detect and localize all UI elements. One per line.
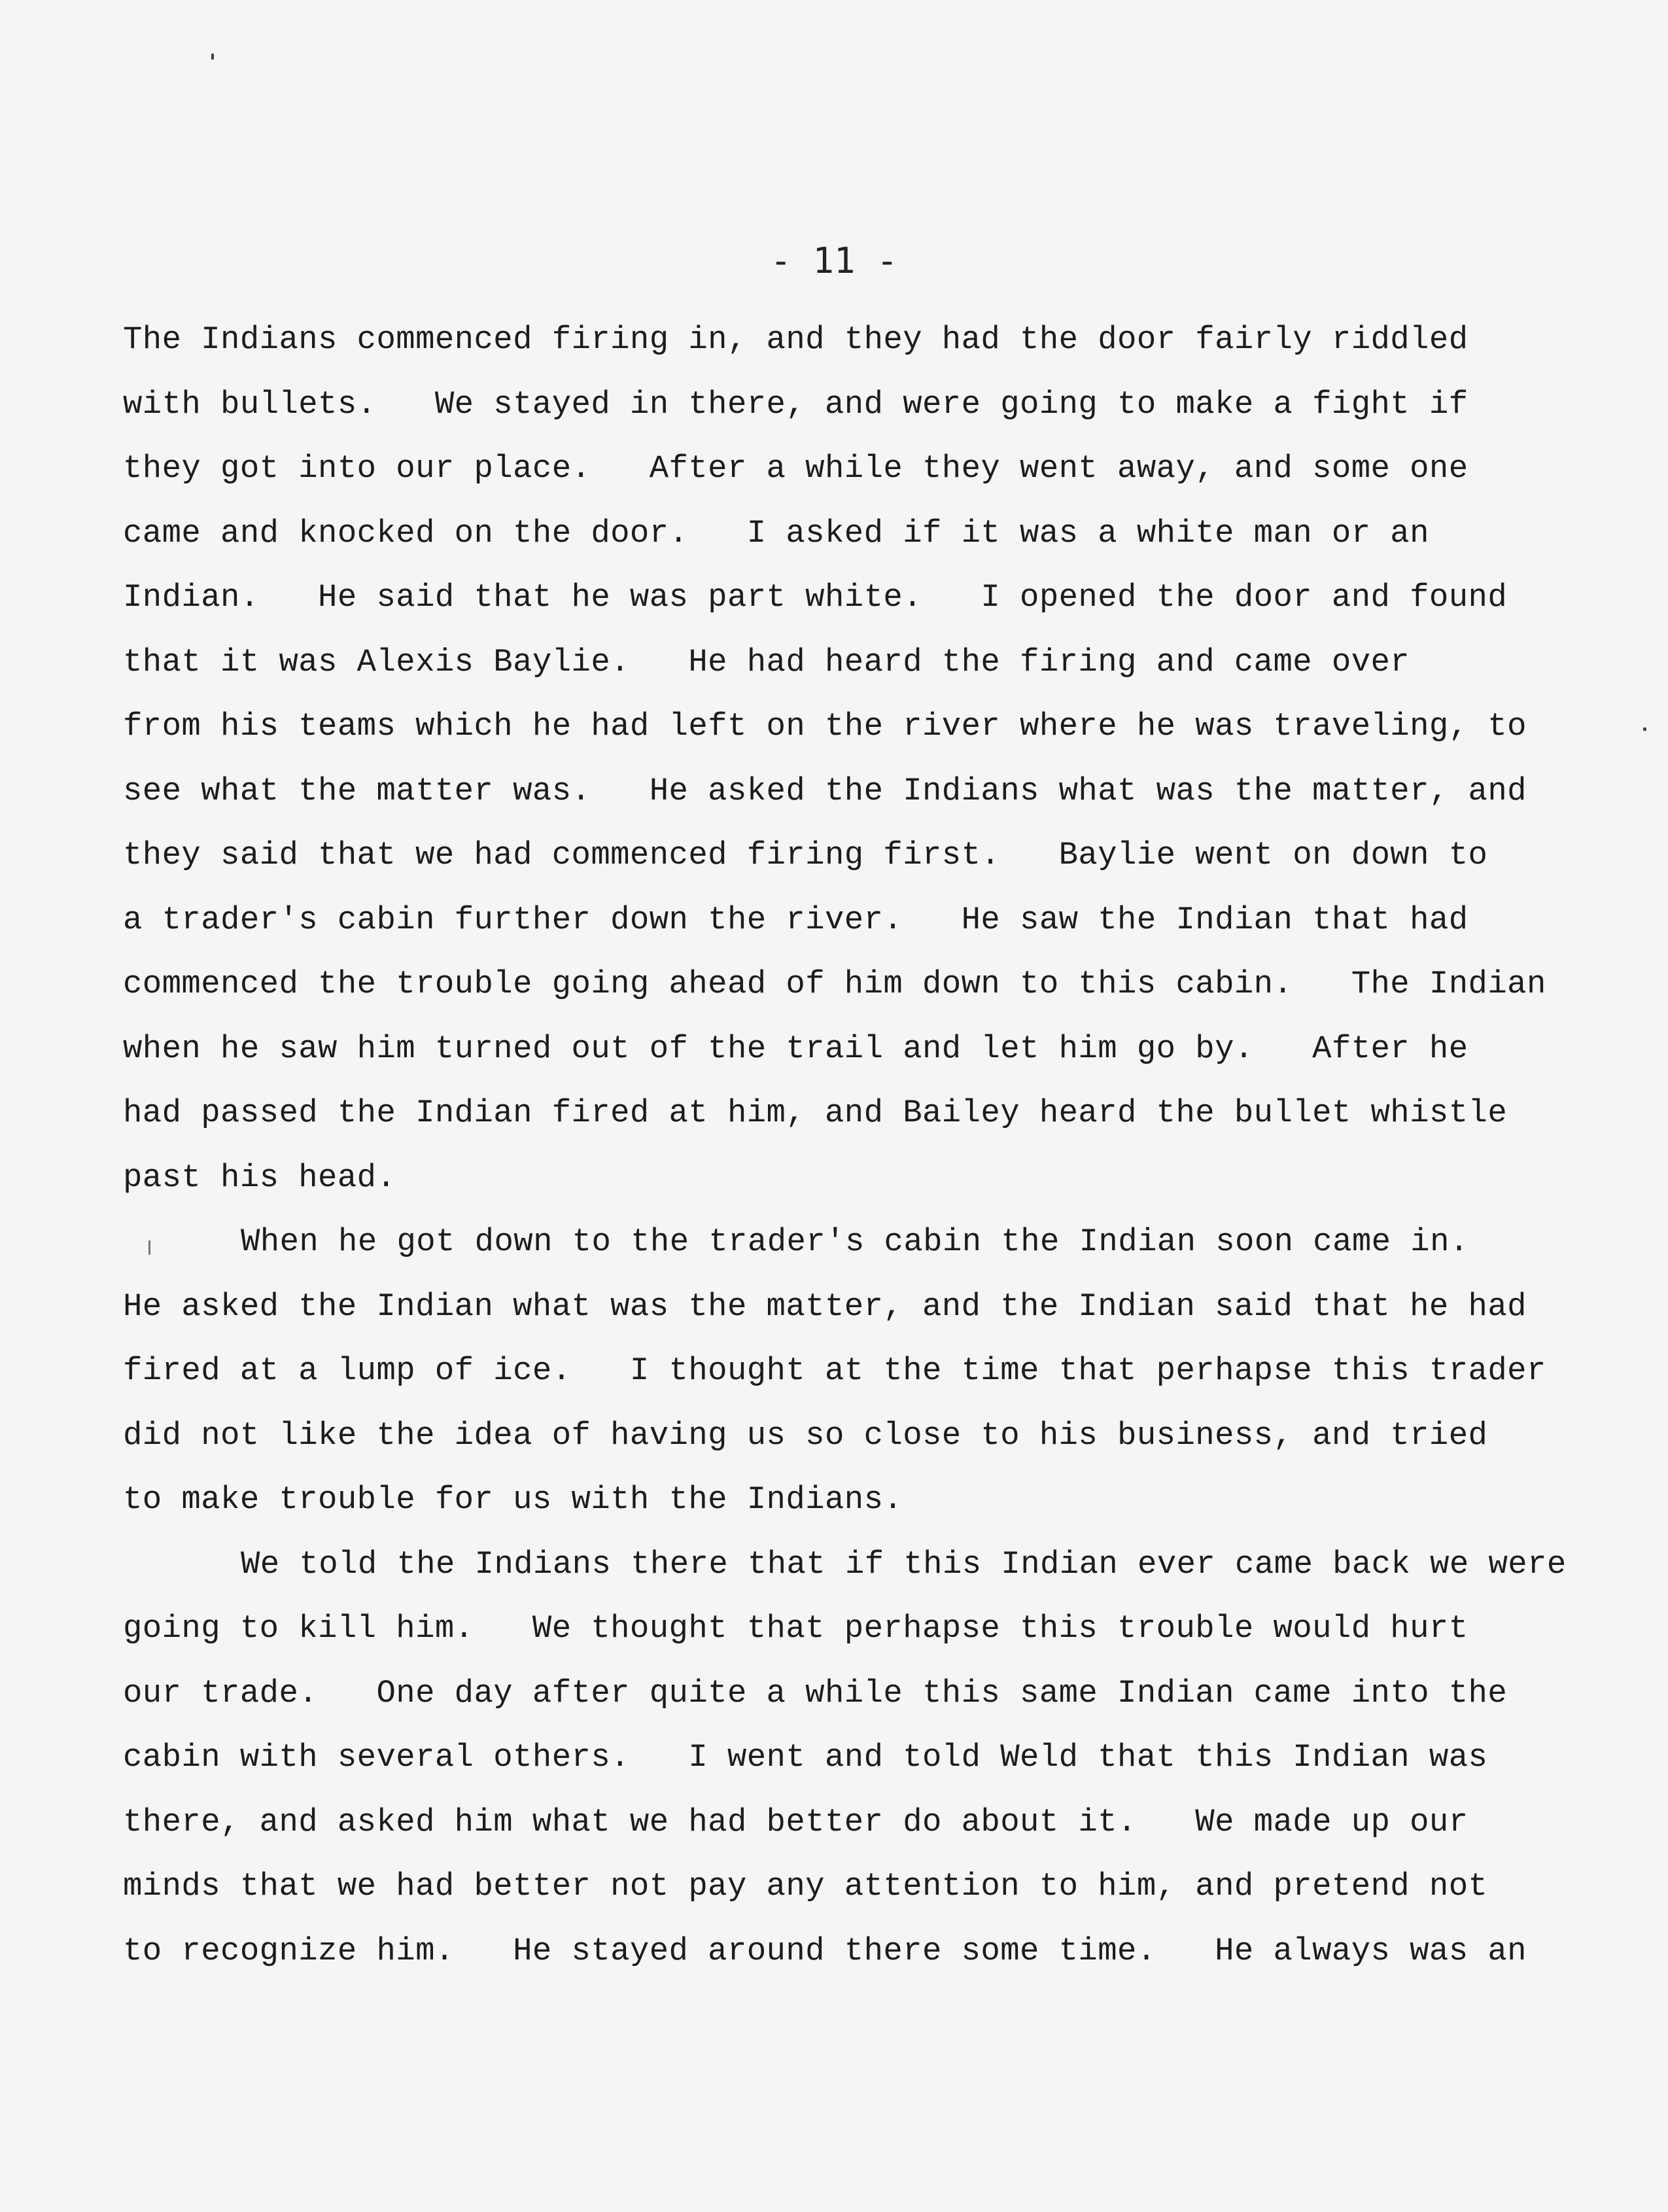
text-line: to recognize him. He stayed around there some time. He always was an	[123, 1932, 1527, 1969]
text-line: with bullets. We stayed in there, and were going to make a fight if	[123, 385, 1468, 423]
text-line: they got into our place. After a while they went away, and some one	[123, 450, 1468, 487]
text-line: The Indians commenced firing in, and they had the door fairly riddled	[123, 321, 1468, 358]
text-line: commenced the trouble going ahead of him down to this cabin. The Indian	[123, 966, 1546, 1002]
text-line: When he got down to the trader's cabin the Indian soon came in.	[241, 1223, 1469, 1260]
text-line: to make trouble for us with the Indians.	[123, 1481, 903, 1518]
text-line: had passed the Indian fired at him, and Bailey heard the bullet whistle	[123, 1095, 1508, 1131]
text-line: our trade. One day after quite a while this same Indian came into the	[123, 1674, 1508, 1712]
ink-speck-mark	[211, 54, 214, 60]
text-line: He asked the Indian what was the matter, and the Indian said that he had	[123, 1288, 1527, 1325]
text-line: see what the matter was. He asked the Indians what was the matter, and	[123, 772, 1527, 809]
text-line: there, and asked him what we had better do about it. We made up our	[123, 1803, 1468, 1840]
page-number: - 11 -	[770, 240, 898, 281]
text-line: Indian. He said that he was part white. I opened the door and found	[123, 579, 1508, 616]
text-line: from his teams which he had left on the river where he was traveling, to	[123, 708, 1527, 745]
text-line: that it was Alexis Baylie. He had heard the firing and came over	[123, 643, 1410, 680]
text-line: We told the Indians there that if this Indian ever came back we were	[241, 1545, 1567, 1583]
text-line: did not like the idea of having us so close to his business, and tried	[123, 1416, 1488, 1454]
text-line: came and knocked on the door. I asked if it was a white man or an	[123, 514, 1429, 552]
text-line: past his head.	[123, 1159, 396, 1196]
text-line: going to kill him. We thought that perhapse this trouble would hurt	[123, 1610, 1468, 1647]
text-line: they said that we had commenced firing first. Baylie went on down to	[123, 837, 1488, 873]
text-line: a trader's cabin further down the river. He saw the Indian that had	[123, 901, 1468, 938]
ink-speck-mark	[1643, 728, 1646, 731]
typed-text-body	[123, 307, 1588, 1983]
text-line: when he saw him turned out of the trail and let him go by. After he	[123, 1030, 1468, 1067]
text-line: minds that we had better not pay any attention to him, and pretend not	[123, 1868, 1488, 1905]
text-line: fired at a lump of ice. I thought at the time that perhapse this trader	[123, 1352, 1546, 1389]
text-line: cabin with several others. I went and told Weld that this Indian was	[123, 1739, 1488, 1776]
